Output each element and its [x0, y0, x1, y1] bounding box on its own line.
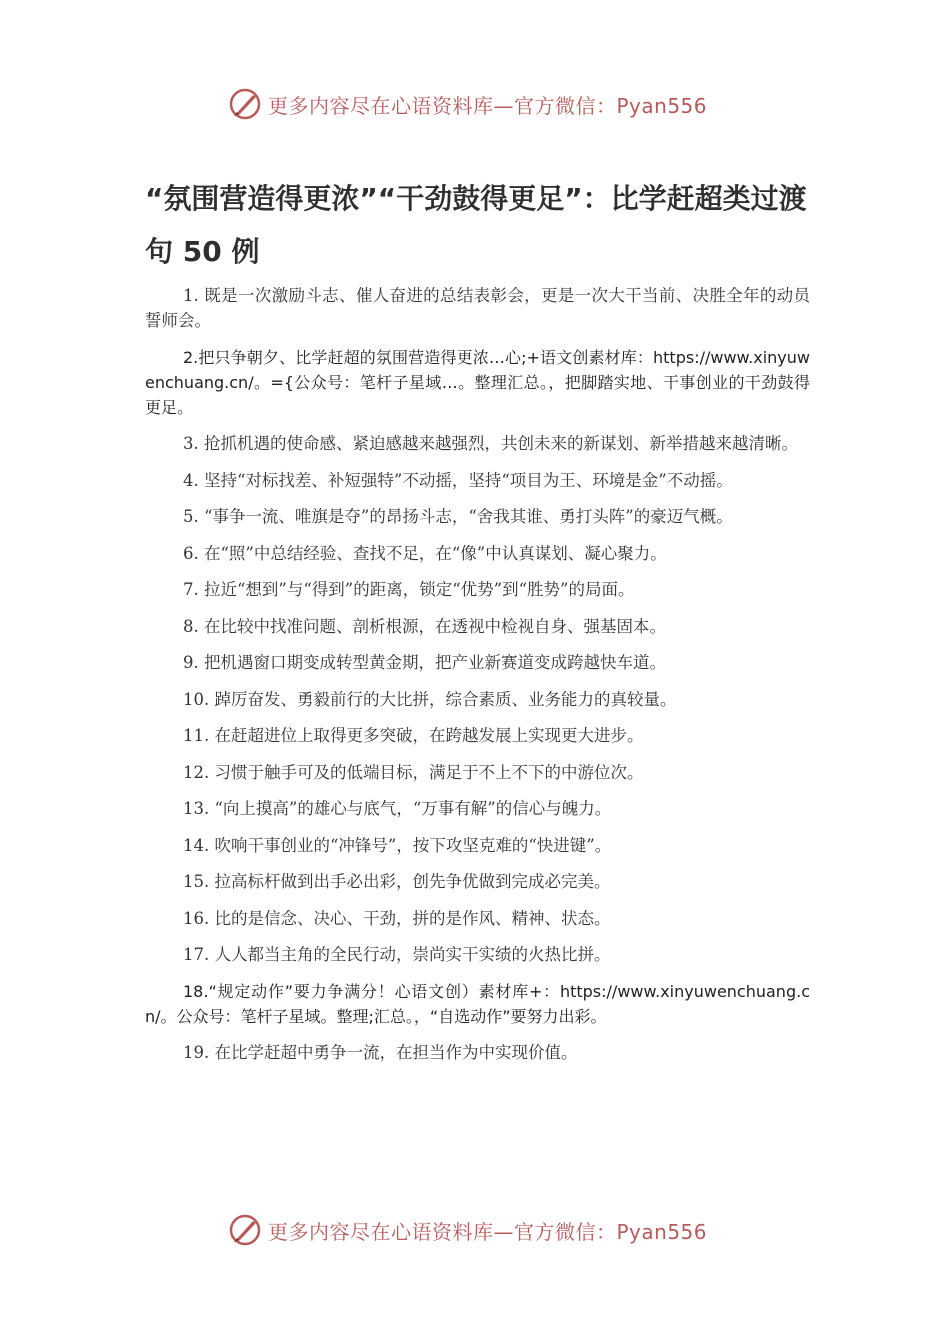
header-banner — [228, 84, 748, 124]
list-item: 5. “事争一流、唯旗是夺”的昂扬斗志，“舍我其谁、勇打头阵”的豪迈气概。 — [183, 507, 733, 526]
list-item: 8. 在比较中找准问题、剖析根源，在透视中检视自身、强基固本。 — [183, 616, 666, 636]
list-item: 17. 人人都当主角的全民行动，崇尚实干实绩的火热比拼。 — [183, 945, 611, 964]
list-item: 14. 吹响干事创业的“冲锋号”，按下攻坚克难的“快进键”。 — [183, 835, 612, 855]
list-item: 16. 比的是信念、决心、干劲，拼的是作风、精神、状态。 — [183, 908, 611, 928]
example-list — [145, 283, 810, 1077]
list-item: 7. 拉近“想到”与“得到”的距离，锁定“优势”到“胜势”的局面。 — [183, 580, 635, 599]
header-banner-text: 更多内容尽在心语资料库—官方微信：Pyan556 — [268, 93, 708, 118]
quill-pen-logo-icon — [228, 1213, 262, 1247]
list-item: 19. 在比学赶超中勇争一流，在担当作为中实现价值。 — [183, 1043, 578, 1062]
list-item: 10. 踔厉奋发、勇毅前行的大比拼，综合素质、业务能力的真较量。 — [183, 689, 677, 709]
list-item: 6. 在“照”中总结经验、查找不足，在“像”中认真谋划、凝心聚力。 — [183, 543, 667, 563]
list-item: 12. 习惯于触手可及的低端目标，满足于不上不下的中游位次。 — [183, 762, 644, 782]
page-title: “氛围营造得更浓”“干劲鼓得更足”：比学赶超类过渡句 50 例 — [145, 182, 807, 268]
quill-pen-logo-icon — [228, 87, 262, 121]
list-item: 11. 在赶超进位上取得更多突破，在跨越发展上实现更大进步。 — [183, 726, 644, 745]
footer-banner — [228, 1210, 748, 1250]
list-item: 9. 把机遇窗口期变成转型黄金期，把产业新赛道变成跨越快车道。 — [183, 653, 666, 672]
list-item: 1. 既是一次激励斗志、催人奋进的总结表彰会，更是一次大干当前、决胜全年的动员誓师会。 — [145, 286, 810, 330]
list-item: 13. “向上摸高”的雄心与底气，“万事有解”的信心与魄力。 — [183, 799, 612, 818]
footer-banner-text: 更多内容尽在心语资料库—官方微信：Pyan556 — [268, 1219, 708, 1244]
list-item: 2.把只争朝夕、比学赶超的氛围营造得更浓…心;+语文创素材库：https://www.xinyuwenchuang.cn/。={公众号：笔杆子星域…。整理汇总。，把脚踏实地、干事创业的干劲鼓得更足。 — [145, 347, 810, 417]
list-item: 18.“规定动作”要力争满分！心语文创）素材库+：https://www.xinyuwenchuang.cn/。公众号：笔杆子星域。整理;汇总。，“自选动作”要努力出彩。 — [145, 981, 810, 1026]
list-item: 4. 坚持“对标找差、补短强特”不动摇，坚持“项目为王、环境是金”不动摇。 — [183, 470, 733, 490]
list-item: 3. 抢抓机遇的使命感、紧迫感越来越强烈，共创未来的新谋划、新举措越来越清晰。 — [183, 434, 798, 453]
list-item: 15. 拉高标杆做到出手必出彩，创先争优做到完成必完美。 — [183, 872, 611, 891]
